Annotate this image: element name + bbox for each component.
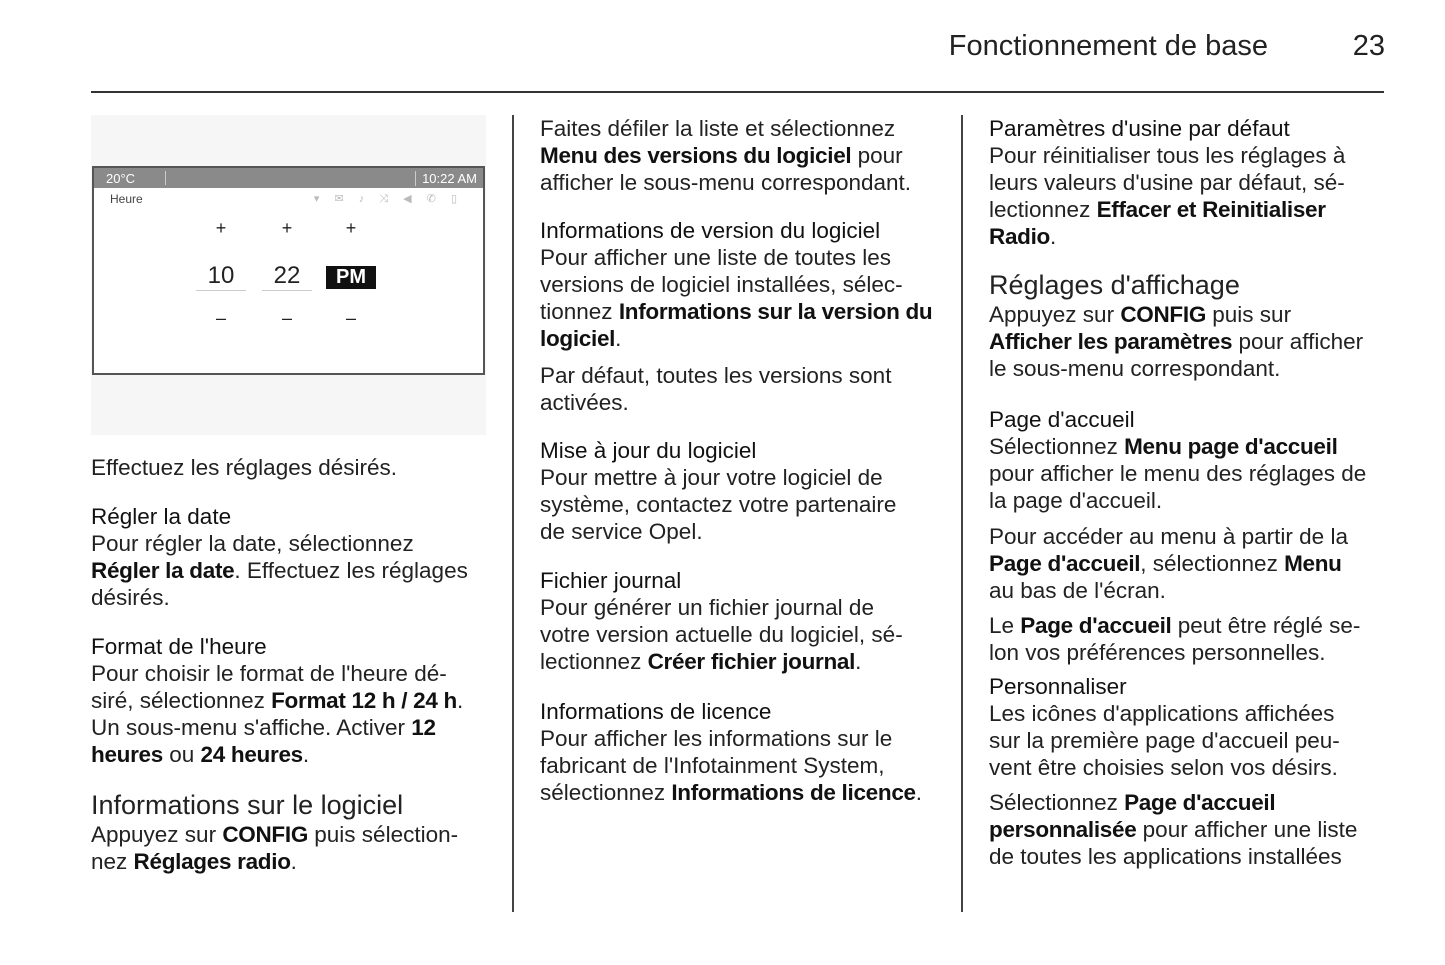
bold-term: heures	[91, 742, 163, 767]
bold-term: Format 12 h / 24 h	[271, 688, 457, 713]
text-line	[989, 169, 1389, 196]
text-line	[91, 584, 491, 611]
text-run: Un sous-menu s'affiche. Activer	[91, 715, 412, 740]
text-line	[540, 298, 940, 325]
text-run: Pour afficher les informations sur le	[540, 726, 893, 751]
text-line	[540, 752, 940, 779]
text-run: Appuyez sur	[91, 822, 223, 847]
text-run: .	[915, 780, 923, 805]
text-run: pour	[851, 143, 903, 168]
text-line	[540, 594, 940, 621]
text-line	[989, 550, 1389, 577]
text-run: afficher le sous-menu correspondant.	[540, 170, 912, 195]
text-line	[91, 660, 491, 687]
status-bar	[94, 168, 483, 188]
text-run: Pour accéder au menu à partir de la	[989, 524, 1348, 549]
text-line	[989, 460, 1389, 487]
text-run: Effectuez les réglages désirés.	[91, 455, 398, 480]
column-divider	[961, 115, 963, 912]
paragraph	[989, 612, 1389, 666]
section-regler-la-date	[91, 503, 491, 611]
bold-term: Régler la date	[91, 558, 235, 583]
text-run: , sélectionnez	[1140, 551, 1285, 576]
text-line	[989, 639, 1389, 666]
section-personnaliser	[989, 673, 1389, 781]
text-line	[989, 355, 1389, 382]
text-line	[540, 142, 940, 169]
text-line	[989, 270, 1389, 301]
text-run: .	[855, 649, 862, 674]
text-run: puis sélection-	[308, 822, 459, 847]
page-number: 23	[1352, 30, 1385, 62]
text-line	[989, 115, 1389, 142]
text-line	[989, 843, 1389, 870]
text-run: désirés.	[91, 585, 170, 610]
bold-term: personnalisée	[989, 817, 1137, 842]
text-line	[540, 244, 940, 271]
text-run: leurs valeurs d'usine par défaut, sé-	[989, 170, 1345, 195]
text-run: Informations sur le logiciel	[91, 790, 404, 820]
bold-term: Effacer et Reinitialiser	[1096, 197, 1326, 222]
text-run: nez	[91, 849, 134, 874]
text-line	[540, 648, 940, 675]
text-run: fabricant de l'Infotainment System,	[540, 753, 885, 778]
temperature: 20°C	[106, 170, 136, 186]
header-rule	[91, 91, 1384, 93]
text-line	[540, 491, 940, 518]
text-line	[989, 700, 1389, 727]
bold-term: Menu page d'accueil	[1124, 434, 1338, 459]
time-setting-screenshot	[91, 115, 486, 435]
text-run: votre version actuelle du logiciel, sé-	[540, 622, 903, 647]
section-reglages-affichage	[989, 270, 1389, 382]
text-line	[989, 789, 1389, 816]
text-run: vent être choisies selon vos désirs.	[989, 755, 1338, 780]
text-line	[91, 687, 491, 714]
bold-term: logiciel	[540, 326, 616, 351]
text-line	[989, 816, 1389, 843]
text-run: Appuyez sur	[989, 302, 1121, 327]
text-run: Page d'accueil	[989, 407, 1135, 432]
text-run: ou	[162, 742, 201, 767]
screen-title: Heure	[110, 192, 143, 206]
text-line	[540, 725, 940, 752]
text-line	[540, 271, 940, 298]
clock: 10:22 AM	[415, 171, 477, 186]
section-mise-a-jour	[540, 437, 940, 545]
text-line	[540, 518, 940, 545]
text-line	[540, 567, 940, 594]
text-run: siré, sélectionnez	[91, 688, 272, 713]
bold-term: Page d'accueil	[989, 551, 1141, 576]
text-run: .	[302, 742, 310, 767]
text-line	[540, 325, 940, 352]
bold-term: Afficher les paramètres	[989, 329, 1233, 354]
paragraph	[91, 454, 491, 481]
text-line	[91, 821, 491, 848]
text-run: lectionnez	[540, 649, 648, 674]
text-line	[91, 557, 491, 584]
ampm-value: PM	[326, 266, 376, 289]
bold-term: Réglages radio	[133, 849, 291, 874]
text-run: Pour afficher une liste de toutes les	[540, 245, 892, 270]
text-line	[989, 433, 1389, 460]
text-line	[989, 328, 1389, 355]
text-run: au bas de l'écran.	[989, 578, 1166, 603]
section-parametres-usine	[989, 115, 1389, 250]
section-version-logiciel	[540, 217, 940, 352]
text-line	[540, 362, 940, 389]
text-line	[540, 698, 940, 725]
bold-term: Page d'accueil	[1020, 613, 1172, 638]
text-run: Fichier journal	[540, 568, 682, 593]
text-line	[540, 437, 940, 464]
text-run: .	[1050, 224, 1057, 249]
display-screen	[92, 166, 485, 375]
section-informations-licence	[540, 698, 940, 806]
text-run: sélectionnez	[540, 780, 672, 805]
text-run: .	[457, 688, 464, 713]
text-run: Informations de version du logiciel	[540, 218, 881, 243]
text-line	[989, 142, 1389, 169]
text-run: pour afficher le menu des réglages de	[989, 461, 1367, 486]
hour-value: 10	[196, 262, 246, 291]
bold-term: Radio	[989, 224, 1051, 249]
text-run: Par défaut, toutes les versions sont	[540, 363, 892, 388]
text-line	[540, 389, 940, 416]
text-run: Paramètres d'usine par défaut	[989, 116, 1290, 141]
text-run: de toutes les applications installées	[989, 844, 1342, 869]
text-line	[540, 169, 940, 196]
bold-term: 24 heures	[200, 742, 303, 767]
text-line	[91, 714, 491, 741]
bold-term: 12	[411, 715, 436, 740]
text-run: Mise à jour du logiciel	[540, 438, 757, 463]
text-line	[540, 779, 940, 806]
text-line	[91, 454, 491, 481]
text-run: tionnez	[540, 299, 619, 324]
section-fichier-journal	[540, 567, 940, 675]
text-line	[91, 790, 491, 821]
bold-term: Informations de licence	[671, 780, 916, 805]
text-run: Le	[989, 613, 1021, 638]
hour-plus-button[interactable]: +	[215, 218, 227, 238]
bold-term: CONFIG	[222, 822, 309, 847]
text-line	[989, 727, 1389, 754]
text-run: Informations de licence	[540, 699, 772, 724]
text-run: pour afficher une liste	[1136, 817, 1358, 842]
text-line	[989, 487, 1389, 514]
text-run: puis sur	[1206, 302, 1292, 327]
bold-term: Créer fichier journal	[647, 649, 856, 674]
paragraph	[540, 115, 940, 196]
text-run: sur la première page d'accueil peu-	[989, 728, 1340, 753]
status-icons: ▾ ✉ ♪ ⤨ ◀ ✆ ▯	[313, 193, 463, 205]
text-run: Sélectionnez	[989, 790, 1125, 815]
text-line	[540, 464, 940, 491]
bold-term: Informations sur la version du	[618, 299, 933, 324]
text-line	[540, 217, 940, 244]
ampm-minus-button[interactable]: –	[345, 308, 356, 328]
text-run: Les icônes d'applications affichées	[989, 701, 1335, 726]
minute-minus-button[interactable]: –	[281, 308, 292, 328]
text-run: la page d'accueil.	[989, 488, 1163, 513]
text-run: de service Opel.	[540, 519, 703, 544]
text-run: Faites défiler la liste et sélectionnez	[540, 116, 896, 141]
paragraph	[989, 789, 1389, 870]
text-run: lectionnez	[989, 197, 1097, 222]
text-line	[989, 223, 1389, 250]
text-line	[540, 621, 940, 648]
running-header-title: Fonctionnement de base	[948, 30, 1268, 62]
text-run: Format de l'heure	[91, 634, 267, 659]
text-run: Réglages d'affichage	[989, 270, 1240, 300]
bold-term: Menu	[1284, 551, 1342, 576]
text-run: système, contactez votre partenaire	[540, 492, 897, 517]
text-line	[91, 741, 491, 768]
bold-term: Page d'accueil	[1124, 790, 1276, 815]
text-run: Pour générer un fichier journal de	[540, 595, 874, 620]
text-run: Sélectionnez	[989, 434, 1125, 459]
text-line	[91, 848, 491, 875]
text-run: lon vos préférences personnelles.	[989, 640, 1326, 665]
text-run: Pour choisir le format de l'heure dé-	[91, 661, 447, 686]
section-page-accueil	[989, 406, 1389, 514]
text-line	[91, 633, 491, 660]
text-run: versions de logiciel installées, sélec-	[540, 272, 903, 297]
text-line	[989, 754, 1389, 781]
text-run: Pour régler la date, sélectionnez	[91, 531, 414, 556]
text-run: .	[615, 326, 622, 351]
text-line	[989, 523, 1389, 550]
text-line	[989, 577, 1389, 604]
text-run: pour afficher	[1232, 329, 1364, 354]
text-run: Pour mettre à jour votre logiciel de	[540, 465, 883, 490]
text-line	[989, 196, 1389, 223]
text-run: Personnaliser	[989, 674, 1127, 699]
text-line	[91, 503, 491, 530]
paragraph	[540, 362, 940, 416]
text-run: activées.	[540, 390, 629, 415]
section-format-heure	[91, 633, 491, 768]
column-divider	[512, 115, 514, 912]
minute-value: 22	[262, 262, 312, 291]
section-informations-logiciel	[91, 790, 491, 875]
minute-plus-button[interactable]: +	[281, 218, 293, 238]
text-run: le sous-menu correspondant.	[989, 356, 1281, 381]
bold-term: Menu des versions du logiciel	[540, 143, 852, 168]
paragraph	[989, 523, 1389, 604]
text-run: Pour réinitialiser tous les réglages à	[989, 143, 1346, 168]
text-line	[989, 406, 1389, 433]
text-run: .	[290, 849, 297, 874]
text-line	[989, 673, 1389, 700]
text-run: peut être réglé se-	[1171, 613, 1361, 638]
ampm-plus-button[interactable]: +	[345, 218, 357, 238]
text-run: . Effectuez les réglages	[234, 558, 468, 583]
text-line	[989, 612, 1389, 639]
hour-minus-button[interactable]: –	[215, 308, 226, 328]
text-run: Régler la date	[91, 504, 232, 529]
text-line	[540, 115, 940, 142]
text-line	[91, 530, 491, 557]
text-line	[989, 301, 1389, 328]
bold-term: CONFIG	[1120, 302, 1207, 327]
